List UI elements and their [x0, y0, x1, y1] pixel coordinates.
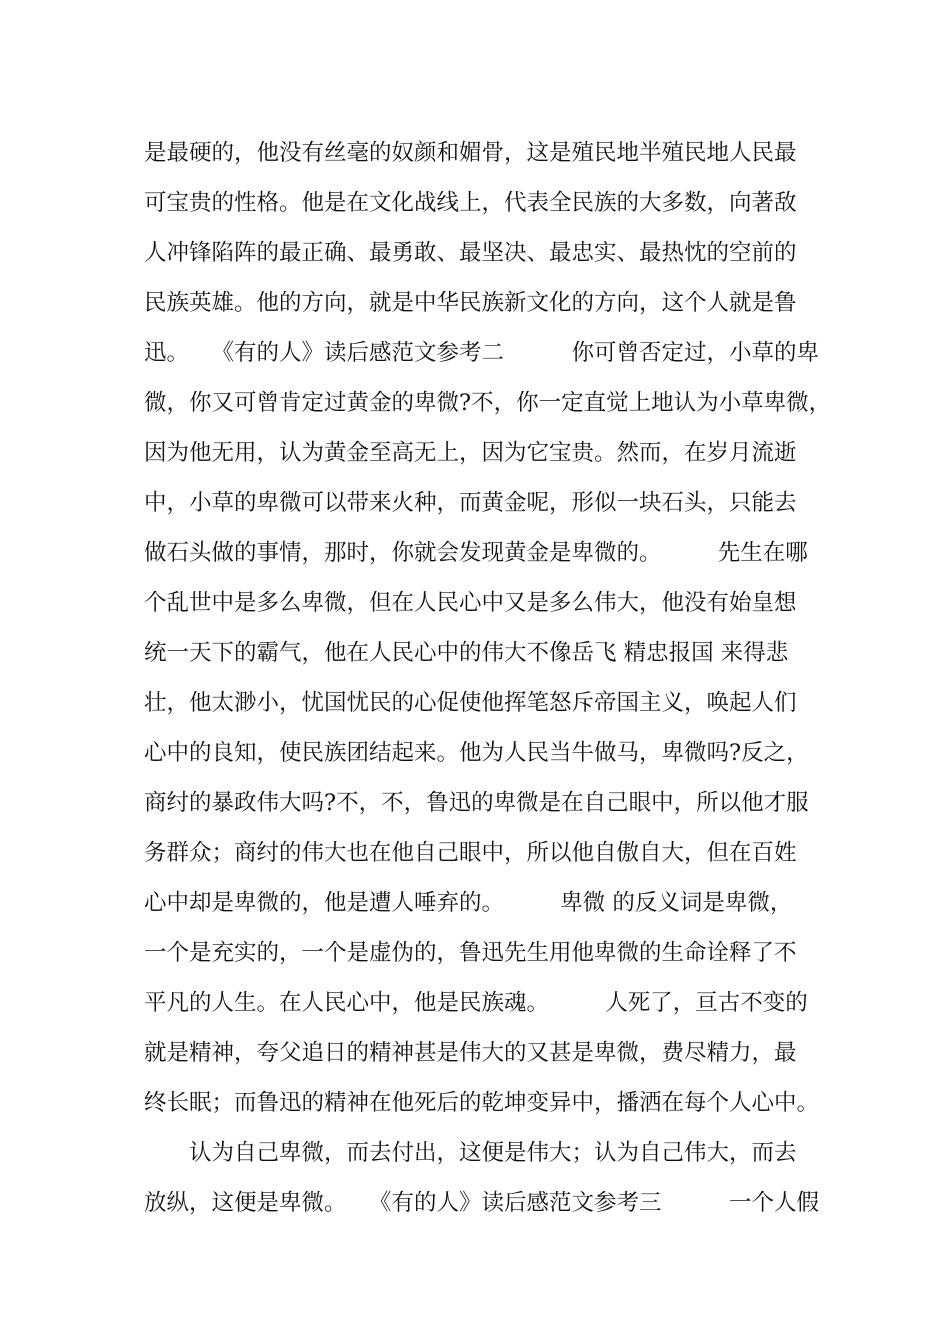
text-line: 就是精神，夸父追日的精神甚是伟大的又甚是卑微，费尽精力，最 — [144, 1040, 797, 1066]
text-line: 民族英雄。他的方向，就是中华民族新文化的方向，这个人就是鲁 — [144, 290, 797, 316]
text-line: 商纣的暴政伟大吗?不，不，鲁迅的卑微是在自己眼中，所以他才服 — [144, 790, 809, 816]
text-line: 务群众；商纣的伟大也在他自己眼中，所以他自傲自大，但在百姓 — [144, 840, 797, 866]
text-line: 可宝贵的性格。他是在文化战线上，代表全民族的大多数，向著敌 — [144, 190, 797, 216]
text-line: 心中却是卑微的，他是遭人唾弃的。 卑微 的反义词是卑微， — [144, 890, 793, 916]
text-line: 个乱世中是多么卑微，但在人民心中又是多么伟大，他没有始皇想 — [144, 590, 797, 616]
text-line: 是最硬的，他没有丝毫的奴颜和媚骨，这是殖民地半殖民地人民最 — [144, 140, 797, 166]
text-line: 一个是充实的，一个是虚伪的，鲁迅先生用他卑微的生命诠释了不 — [144, 940, 797, 966]
text-line: 中，小草的卑微可以带来火种，而黄金呢，形似一块石头，只能去 — [144, 490, 797, 516]
text-line: 迅。 《有的人》读后感范文参考二 你可曾否定过，小草的卑 — [144, 340, 820, 366]
text-line: 放纵，这便是卑微。 《有的人》读后感范文参考三 一个人假 — [144, 1190, 820, 1216]
text-line: 认为自己卑微，而去付出，这便是伟大；认为自己伟大，而去 — [144, 1140, 797, 1166]
body-text — [144, 128, 834, 1228]
text-line: 统一天下的霸气，他在人民心中的伟大不像岳飞 精忠报国 来得悲 — [144, 640, 789, 666]
text-line: 微，你又可曾肯定过黄金的卑微?不，你一定直觉上地认为小草卑微， — [144, 390, 832, 416]
text-line: 壮，他太渺小，忧国忧民的心促使他挥笔怒斥帝国主义，唤起人们 — [144, 690, 797, 716]
text-line: 因为他无用，认为黄金至高无上，因为它宝贵。然而，在岁月流逝 — [144, 440, 797, 466]
text-line: 终长眠；而鲁迅的精神在他死后的乾坤变异中，播洒在每个人心中。 — [144, 1090, 820, 1116]
text-line: 人冲锋陷阵的最正确、最勇敢、最坚决、最忠实、最热忱的空前的 — [144, 240, 797, 266]
text-line: 做石头做的事情，那时，你就会发现黄金是卑微的。 先生在哪 — [144, 540, 808, 566]
text-line: 平凡的人生。在人民心中，他是民族魂。 人死了，亘古不变的 — [144, 990, 808, 1016]
text-line: 心中的良知，使民族团结起来。他为人民当牛做马，卑微吗?反之， — [144, 740, 809, 766]
